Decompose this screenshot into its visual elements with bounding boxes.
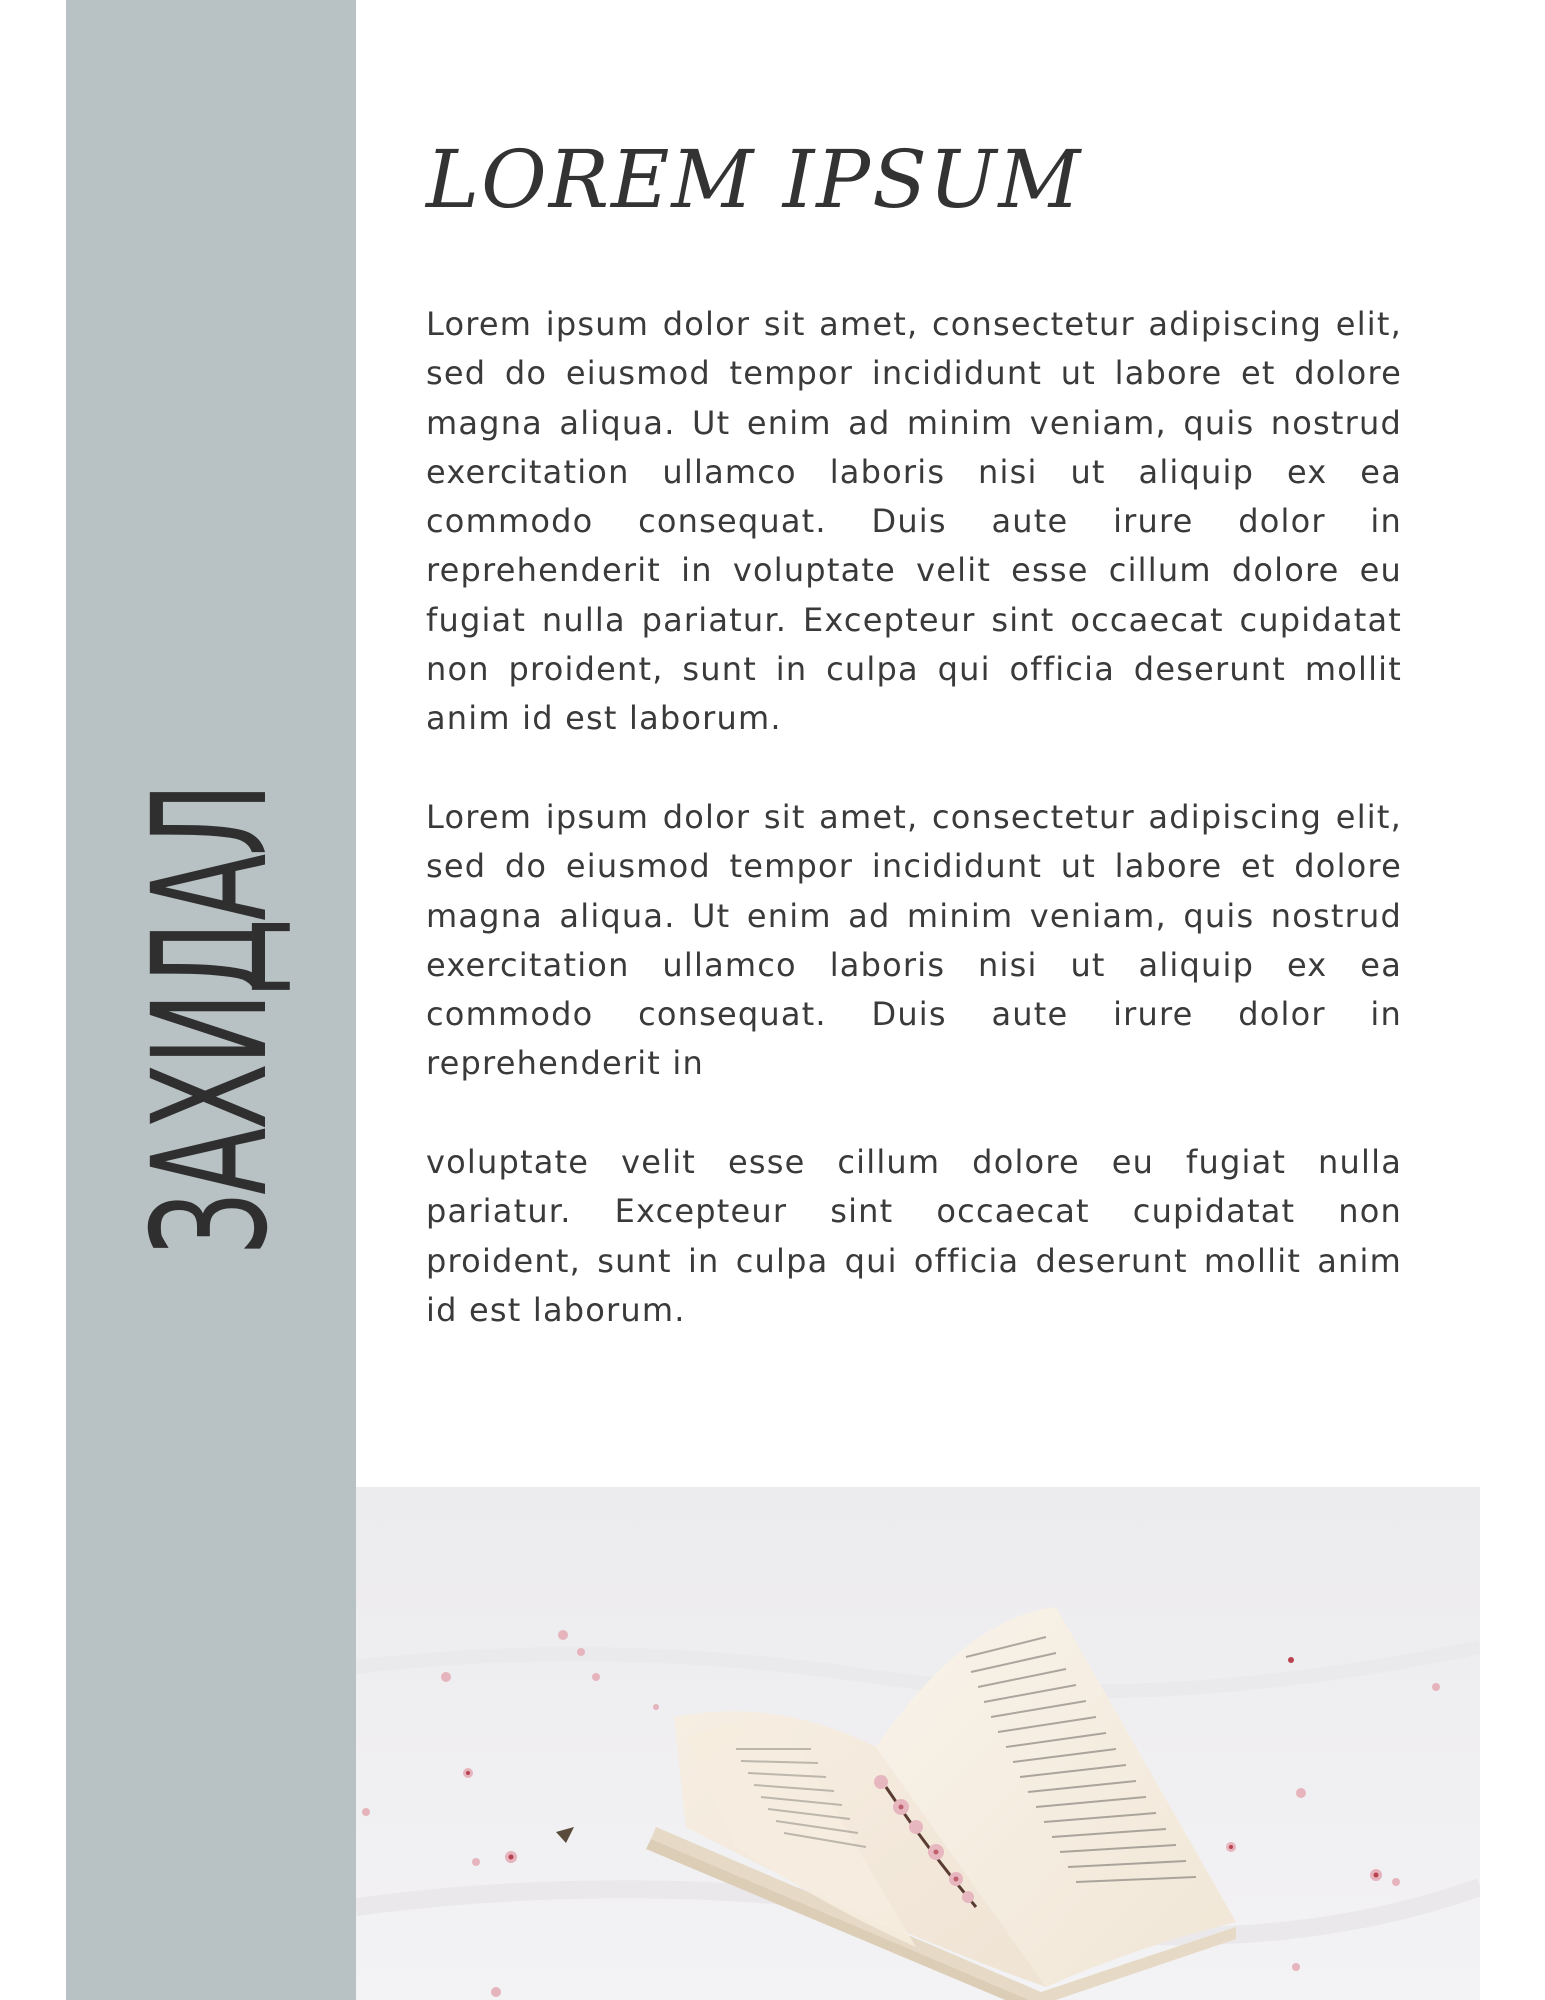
vertical-title — [119, 641, 303, 1399]
body-paragraph-2: Lorem ipsum dolor sit amet, consectetur adipiscing elit, sed do eiusmod tempor incididunt ut labore et dolore magna aliqua. Ut enim ad minim veniam, quis nostrud exercitation ullamco laboris nisi ut aliquip ex ea commodo consequat. Duis aute irure dolor in reprehenderit in — [426, 798, 1402, 1083]
page-heading: LOREM IPSUM — [426, 133, 1083, 226]
body-paragraph-1: Lorem ipsum dolor sit amet, consectetur adipiscing elit, sed do eiusmod tempor incididunt ut labore et dolore magna aliqua. Ut enim ad minim veniam, quis nostrud exercitation ullamco laboris nisi ut aliquip ex ea commodo consequat. Duis aute irure dolor in reprehenderit in voluptate velit esse cillum dolore eu fugiat nulla pariatur. Excepteur sint occaecat cupidatat non proident, sunt in culpa qui officia deserunt mollit anim id est laborum. — [426, 305, 1402, 738]
vertical-title-text: ЗАХИДАЛ — [119, 784, 303, 1256]
body-paragraph-3: voluptate velit esse cillum dolore eu fugiat nulla pariatur. Excepteur sint occaecat cupidatat non proident, sunt in culpa qui officia deserunt mollit anim id est laborum. — [426, 1143, 1402, 1329]
book-photo-illustration — [356, 1487, 1480, 2000]
book-photo — [356, 1487, 1480, 2000]
